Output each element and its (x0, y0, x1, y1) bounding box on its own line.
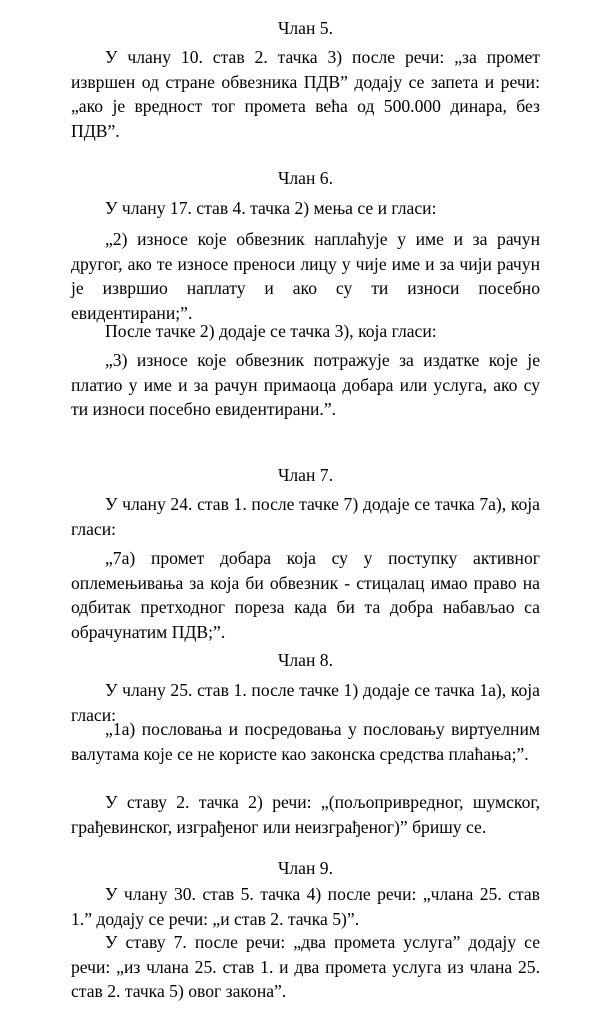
article-paragraph: У ставу 7. после речи: „два промета услуга” додају се речи: „из члана 25. став 1. и два промета услуга из члана 25. став 2. тачка 5) овог закона”. (71, 932, 540, 1001)
article-heading: Члан 9. (277, 858, 334, 878)
article-paragraph: У члану 24. став 1. после тачке 7) додаје се тачка 7а), која гласи: (71, 494, 540, 539)
article-paragraph: У члану 10. став 2. тачка 3) после речи: „за промет извршен од стране обвезника ПДВ” додају се запета и речи: „ако је вредност тог промета већа од 500.000 динара, без ПДВ”. (71, 47, 540, 141)
article-heading: Члан 6. (277, 168, 334, 188)
article-paragraph: „7а) промет добара која су у поступку активног оплемењивања за која би обвезник - стицалац имао право на одбитак претходног пореза када би та добра набављао са обрачунатим ПДВ;”. (71, 548, 540, 642)
article-paragraph: „1а) пословања и посредовања у пословању виртуелним валутама које се не користе као законска средства плаћања;”. (71, 719, 540, 764)
article-heading: Члан 7. (277, 465, 334, 485)
article-paragraph: „2) износе које обвезник наплаћује у име и за рачун другог, ако те износе преноси лицу у чије име и за чији рачун је извршио наплату и ако су ти износи посебно евидентирани;”. (71, 229, 540, 323)
article-paragraph: У члану 17. став 4. тачка 2) мења се и гласи: (105, 198, 437, 218)
article-heading: Члан 8. (277, 650, 334, 670)
article-paragraph: „3) износе које обвезник потражује за издатке које је платио у име и за рачун примаоца добара или услуга, ако су ти износи посебно евидентирани.”. (71, 350, 540, 419)
article-heading: Члан 5. (277, 18, 334, 38)
article-paragraph: У ставу 2. тачка 2) речи: „(пољопривредног, шумског, грађевинског, изграђеног или неизграђеног)” бришу се. (71, 792, 540, 837)
article-paragraph: После тачке 2) додаје се тачка 3), која гласи: (105, 321, 437, 341)
article-paragraph: У члану 30. став 5. тачка 4) после речи: „члана 25. став 1.” додају се речи: „и став 2. тачка 5)”. (71, 884, 540, 929)
article-paragraph: У члану 25. став 1. после тачке 1) додаје се тачка 1а), која гласи: (71, 680, 540, 725)
